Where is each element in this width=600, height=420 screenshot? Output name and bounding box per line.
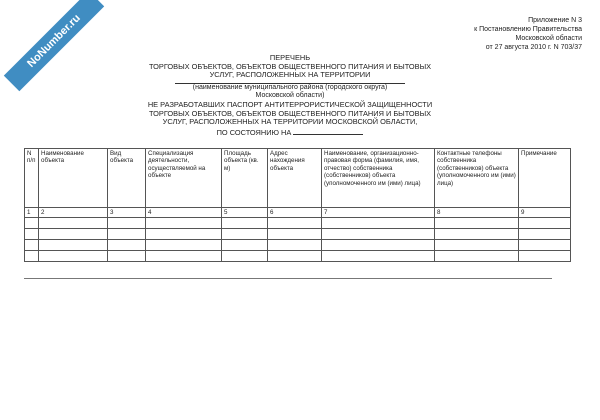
document-heading [110, 54, 470, 137]
table-cell [519, 229, 571, 240]
column-number: 8 [435, 208, 519, 218]
table-cell [435, 251, 519, 262]
table-cell [108, 229, 146, 240]
table-cell [519, 218, 571, 229]
table-row [25, 240, 571, 251]
column-header: Адрес нахождения объекта [268, 149, 322, 208]
table-cell [222, 229, 268, 240]
table-cell [146, 251, 222, 262]
column-header: Наименование, организационно-правовая форма (фамилия, имя, отчество) собственника (собственников) объекта (уполномоченного им (ими) лица) [322, 149, 435, 208]
table-cell [146, 218, 222, 229]
heading-line: ТОРГОВЫХ ОБЪЕКТОВ, ОБЪЕКТОВ ОБЩЕСТВЕННОГО ПИТАНИЯ И БЫТОВЫХ [148, 108, 432, 118]
table-cell [322, 240, 435, 251]
table-cell [268, 218, 322, 229]
column-number: 1 [25, 208, 39, 218]
objects-table [24, 148, 571, 262]
table-cell [519, 240, 571, 251]
table-cell [25, 218, 39, 229]
column-number: 6 [268, 208, 322, 218]
table-cell [268, 229, 322, 240]
table-cell [322, 229, 435, 240]
table-cell [222, 240, 268, 251]
table-row [25, 251, 571, 262]
table-cell [108, 240, 146, 251]
table-header-row [25, 149, 571, 208]
table-cell [435, 229, 519, 240]
table-cell [268, 251, 322, 262]
table-cell [39, 218, 108, 229]
approval-block [474, 16, 582, 52]
column-header: N п/п [25, 149, 39, 208]
table-cell [39, 229, 108, 240]
column-header: Наименование объекта [39, 149, 108, 208]
column-header: Контактные телефоны собственника (собственников) объекта (уполномоченного им (ими) лица) [435, 149, 519, 208]
municipality-hint: (наименование муниципального района (городского округа) [192, 83, 388, 91]
heading-line: ТОРГОВЫХ ОБЪЕКТОВ, ОБЪЕКТОВ ОБЩЕСТВЕННОГО ПИТАНИЯ И БЫТОВЫХ [148, 61, 432, 71]
table-cell [25, 229, 39, 240]
approval-line: Московской области [515, 35, 582, 42]
table-row [25, 229, 571, 240]
table-cell [268, 240, 322, 251]
table-cell [146, 229, 222, 240]
watermark-logo: NoNumber.ru [4, 0, 104, 91]
table-cell [435, 218, 519, 229]
heading-line: НЕ РАЗРАБОТАВШИХ ПАСПОРТ АНТИТЕРРОРИСТИЧЕСКОЙ ЗАЩИЩЕННОСТИ [147, 99, 433, 109]
table-cell [322, 251, 435, 262]
municipality-hint: Московской области) [255, 92, 325, 100]
table-cell [25, 240, 39, 251]
approval-line: Приложение N 3 [528, 17, 582, 24]
column-number: 7 [322, 208, 435, 218]
table-cell [25, 251, 39, 262]
table-cell [146, 240, 222, 251]
table-cell [108, 251, 146, 262]
heading-line: УСЛУГ, РАСПОЛОЖЕННЫХ НА ТЕРРИТОРИИ [209, 70, 371, 80]
table-cell [519, 251, 571, 262]
date-label: ПО СОСТОЯНИЮ НА [216, 127, 292, 137]
column-header: Вид объекта [108, 149, 146, 208]
column-number: 9 [519, 208, 571, 218]
table-cell [222, 251, 268, 262]
table-cell [322, 218, 435, 229]
table-cell [39, 240, 108, 251]
approval-line: от 27 августа 2010 г. N 703/37 [485, 44, 582, 51]
column-header: Площадь объекта (кв. м) [222, 149, 268, 208]
date-line [110, 127, 470, 138]
footer-divider [24, 278, 552, 279]
column-number: 4 [146, 208, 222, 218]
date-blank [293, 127, 363, 135]
table-cell [108, 218, 146, 229]
approval-line: к Постановлению Правительства [474, 26, 582, 33]
document-title: ПЕРЕЧЕНЬ [269, 53, 311, 62]
table-cell [435, 240, 519, 251]
column-number: 3 [108, 208, 146, 218]
column-number: 2 [39, 208, 108, 218]
table-cell [222, 218, 268, 229]
column-header: Примечание [519, 149, 571, 208]
table-cell [39, 251, 108, 262]
column-number-row [25, 208, 571, 218]
column-number: 5 [222, 208, 268, 218]
table-row [25, 218, 571, 229]
heading-line: УСЛУГ, РАСПОЛОЖЕННЫХ НА ТЕРРИТОРИИ МОСКОВСКОЙ ОБЛАСТИ, [162, 117, 418, 127]
column-header: Специализация деятельности, осуществляемой на объекте [146, 149, 222, 208]
